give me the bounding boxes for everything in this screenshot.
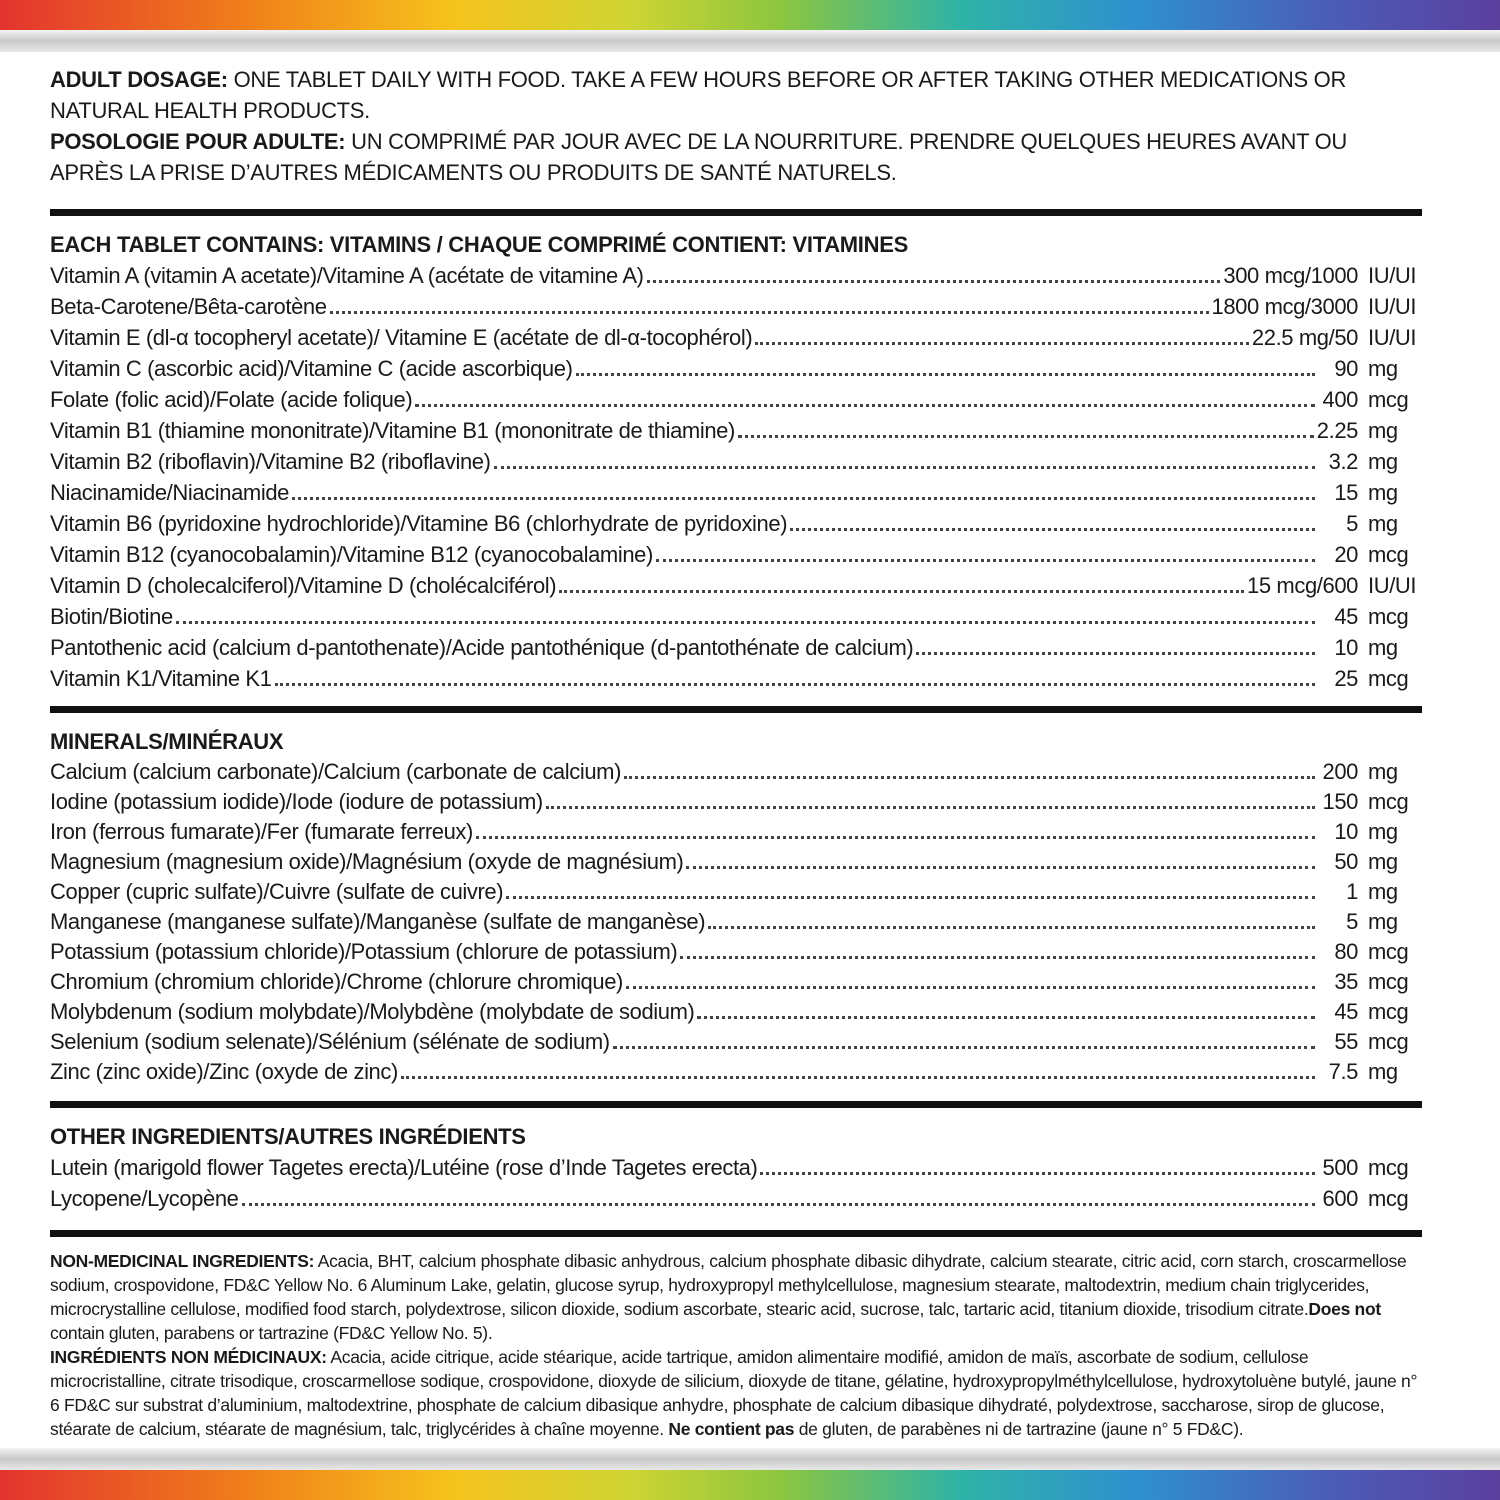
ingredient-unit: mcg [1368, 604, 1409, 629]
ingredient-name: Molybdenum (sodium molybdate)/Molybdène (molybdate de sodium) [50, 999, 695, 1024]
ingredient-amount: 25 [1334, 666, 1358, 691]
leader-dots [697, 1016, 1315, 1019]
ingredient-row [50, 446, 1422, 477]
leader-dots [760, 1172, 1315, 1175]
ingredient-amount: 5 [1346, 909, 1358, 934]
leader-dots [624, 776, 1315, 779]
ingredient-name: Potassium (potassium chloride)/Potassium (chlorure de potassium) [50, 939, 678, 964]
leader-dots [708, 926, 1315, 929]
ingredient-name: Vitamin C (ascorbic acid)/Vitamine C (acide ascorbique) [50, 356, 573, 381]
ingredient-unit: mg [1368, 449, 1398, 474]
ingredient-row [50, 997, 1422, 1027]
section-divider [50, 209, 1422, 216]
ingredient-unit: mcg [1368, 969, 1409, 994]
leader-dots [647, 280, 1221, 283]
dosage-fr [50, 126, 1422, 188]
leader-dots [242, 1203, 1315, 1206]
leader-dots [576, 373, 1315, 376]
section-divider [50, 1230, 1422, 1237]
ingredient-row [50, 847, 1422, 877]
silver-band-bottom [0, 1448, 1500, 1470]
ingredient-amount: 200 [1322, 759, 1358, 784]
leader-dots [292, 497, 1315, 500]
ingredient-name: Zinc (zinc oxide)/Zinc (oxyde de zinc) [50, 1059, 398, 1084]
non-medicinal-fr-label: INGRÉDIENTS NON MÉDICINAUX: [50, 1347, 327, 1367]
ingredient-unit: mcg [1368, 789, 1409, 814]
ingredient-unit: mg [1368, 1059, 1398, 1084]
silver-band-top [0, 30, 1500, 52]
ingredient-unit: mg [1368, 635, 1398, 660]
ingredient-amount: 55 [1334, 1029, 1358, 1054]
ingredient-name: Vitamin B2 (riboflavin)/Vitamine B2 (riboflavine) [50, 449, 491, 474]
ingredient-unit: mcg [1368, 1186, 1409, 1211]
non-medicinal-fr-bold: Ne contient pas [668, 1419, 795, 1439]
ingredient-name: Vitamin K1/Vitamine K1 [50, 666, 272, 691]
ingredient-row [50, 907, 1422, 937]
ingredient-unit: mg [1368, 879, 1398, 904]
ingredient-name: Lutein (marigold flower Tagetes erecta)/Lutéine (rose d’Inde Tagetes erecta) [50, 1155, 758, 1180]
leader-dots [613, 1046, 1315, 1049]
ingredient-name: Niacinamide/Niacinamide [50, 480, 290, 505]
ingredient-unit: mcg [1368, 387, 1409, 412]
ingredient-amount: 1800 mcg/3000 [1211, 294, 1358, 319]
vitamins-heading: EACH TABLET CONTAINS: VITAMINS / CHAQUE COMPRIMÉ CONTIENT: VITAMINES [50, 232, 908, 257]
ingredient-name: Biotin/Biotine [50, 604, 173, 629]
ingredient-amount: 50 [1334, 849, 1358, 874]
ingredient-amount: 80 [1334, 939, 1358, 964]
ingredient-row [50, 1183, 1422, 1214]
ingredient-row [50, 570, 1422, 601]
rainbow-band-bottom [0, 1470, 1500, 1500]
ingredient-amount: 2.25 [1316, 418, 1358, 443]
ingredient-amount: 90 [1334, 356, 1358, 381]
label-content [50, 64, 1422, 1441]
ingredient-unit: mg [1368, 356, 1398, 381]
ingredient-name: Beta-Carotene/Bêta-carotène [50, 294, 327, 319]
ingredient-unit: mg [1368, 418, 1398, 443]
minerals-list [50, 757, 1422, 1087]
ingredient-unit: mg [1368, 819, 1398, 844]
ingredient-amount: 15 [1334, 480, 1358, 505]
ingredient-row [50, 1152, 1422, 1183]
ingredient-amount: 45 [1334, 999, 1358, 1024]
ingredient-name: Pantothenic acid (calcium d-pantothenate)/Acide pantothénique (d-pantothénate de calcium) [50, 635, 914, 660]
leader-dots [415, 404, 1315, 407]
ingredient-unit: mcg [1368, 939, 1409, 964]
leader-dots [559, 590, 1244, 593]
ingredient-amount: 400 [1322, 387, 1358, 412]
dosage-fr-label: POSOLOGIE POUR ADULTE: [50, 129, 346, 154]
non-medicinal-fr-tail: de gluten, de parabènes ni de tartrazine (jaune n° 5 FD&C). [794, 1419, 1244, 1439]
ingredient-amount: 20 [1334, 542, 1358, 567]
ingredient-row [50, 353, 1422, 384]
leader-dots [176, 621, 1315, 624]
non-medicinal-en [50, 1249, 1422, 1345]
ingredient-amount: 22.5 mg/50 [1251, 325, 1358, 350]
leader-dots [275, 683, 1315, 686]
ingredient-amount: 7.5 [1328, 1059, 1358, 1084]
ingredient-row [50, 877, 1422, 907]
ingredient-name: Magnesium (magnesium oxide)/Magnésium (oxyde de magnésium) [50, 849, 684, 874]
non-medicinal-en-text: Acacia, BHT, calcium phosphate dibasic anhydrous, calcium phosphate dibasic dihydrate, calcium stearate, citric acid, corn starch, croscarmellose sodium, crospovidone, FD&C Yellow No. 6 Aluminum Lake, gelatin, glucose syrup, hydroxypropyl methylcellulose, magnesium stearate, maltodextrin, medium chain triglycerides, microcrystalline cellulose, modified food starch, polydextrose, silicon dioxide, sodium ascorbate, stearic acid, sucrose, talc, tartaric acid, titanium dioxide, trisodium citrate. [50, 1251, 1407, 1319]
ingredient-name: Iron (ferrous fumarate)/Fer (fumarate ferreux) [50, 819, 473, 844]
ingredient-row [50, 967, 1422, 997]
ingredient-unit: mcg [1368, 542, 1409, 567]
leader-dots [330, 311, 1209, 314]
ingredient-name: Vitamin B1 (thiamine mononitrate)/Vitamine B1 (mononitrate de thiamine) [50, 418, 735, 443]
ingredient-row [50, 1027, 1422, 1057]
dosage-fr-text: UN COMPRIMÉ PAR JOUR AVEC DE LA NOURRITURE. PRENDRE QUELQUES HEURES AVANT OU APRÈS LA PRISE D’AUTRES MÉDICAMENTS OU PRODUITS DE SANTÉ NATURELS. [50, 129, 1348, 185]
leader-dots [738, 435, 1314, 438]
dosage-block [50, 64, 1422, 188]
ingredient-unit: mg [1368, 480, 1398, 505]
ingredient-row [50, 601, 1422, 632]
rainbow-band-top [0, 0, 1500, 30]
section-divider [50, 1101, 1422, 1108]
leader-dots [506, 896, 1315, 899]
minerals-heading: MINERALS/MINÉRAUX [50, 729, 284, 754]
ingredient-amount: 35 [1334, 969, 1358, 994]
ingredient-unit: mcg [1368, 999, 1409, 1024]
ingredient-row [50, 260, 1422, 291]
leader-dots [626, 986, 1315, 989]
non-medicinal-fr [50, 1345, 1422, 1441]
non-medicinal-en-label: NON-MEDICINAL INGREDIENTS: [50, 1251, 315, 1271]
leader-dots [916, 652, 1315, 655]
ingredient-unit: mg [1368, 511, 1398, 536]
vitamins-list [50, 260, 1422, 694]
leader-dots [476, 836, 1315, 839]
ingredient-row [50, 477, 1422, 508]
leader-dots [680, 956, 1315, 959]
section-divider [50, 706, 1422, 713]
leader-dots [494, 466, 1315, 469]
ingredient-unit: mg [1368, 759, 1398, 784]
dosage-en-label: ADULT DOSAGE: [50, 67, 228, 92]
ingredient-amount: 5 [1346, 511, 1358, 536]
ingredient-row [50, 757, 1422, 787]
leader-dots [686, 866, 1315, 869]
leader-dots [656, 559, 1315, 562]
ingredient-row [50, 539, 1422, 570]
ingredient-row [50, 415, 1422, 446]
non-medicinal-fr-text: Acacia, acide citrique, acide stéarique, acide tartrique, amidon alimentaire modifié, amidon de maïs, ascorbate de sodium, cellulose microcristalline, citrate trisodique, croscarmellose sodique, crospovidone, dioxyde de silicium, dioxyde de titane, gélatine, hydroxypropylméthylcellulose, hydroxytoluène butylé, jaune n° 6 FD&C sur substrat d’aluminium, maltodextrine, phosphate de calcium dibasique anhydre, phosphate de calcium dibasique dihydraté, polydextrose, saccharose, sirop de glucose, stéarate de calcium, stéarate de magnésium, talc, triglycérides à chaîne moyenne. [50, 1347, 1418, 1439]
ingredient-name: Vitamin D (cholecalciferol)/Vitamine D (cholécalciférol) [50, 573, 557, 598]
ingredient-amount: 15 mcg/600 [1247, 573, 1358, 598]
non-medicinal-en-tail: contain gluten, parabens or tartrazine (FD&C Yellow No. 5). [50, 1323, 493, 1343]
ingredient-name: Copper (cupric sulfate)/Cuivre (sulfate de cuivre) [50, 879, 504, 904]
ingredient-name: Vitamin B12 (cyanocobalamin)/Vitamine B12 (cyanocobalamine) [50, 542, 653, 567]
ingredient-row [50, 817, 1422, 847]
ingredient-row [50, 384, 1422, 415]
dosage-en-text: ONE TABLET DAILY WITH FOOD. TAKE A FEW HOURS BEFORE OR AFTER TAKING OTHER MEDICATIONS OR NATURAL HEALTH PRODUCTS. [50, 67, 1347, 123]
ingredient-amount: 10 [1334, 819, 1358, 844]
non-medicinal-block [50, 1249, 1422, 1441]
ingredient-amount: 600 [1322, 1186, 1358, 1211]
ingredient-row [50, 1057, 1422, 1087]
ingredient-unit: mcg [1368, 666, 1409, 691]
ingredient-row [50, 508, 1422, 539]
ingredient-unit: IU/UI [1368, 573, 1417, 598]
ingredient-unit: IU/UI [1368, 325, 1417, 350]
dosage-en [50, 64, 1422, 126]
ingredient-name: Chromium (chromium chloride)/Chrome (chlorure chromique) [50, 969, 623, 994]
leader-dots [790, 528, 1315, 531]
ingredient-amount: 300 mcg/1000 [1223, 263, 1358, 288]
ingredient-name: Manganese (manganese sulfate)/Manganèse (sulfate de manganèse) [50, 909, 706, 934]
leader-dots [546, 806, 1315, 809]
ingredient-name: Lycopene/Lycopène [50, 1186, 239, 1211]
ingredient-name: Calcium (calcium carbonate)/Calcium (carbonate de calcium) [50, 759, 622, 784]
ingredient-unit: IU/UI [1368, 263, 1417, 288]
ingredient-name: Vitamin A (vitamin A acetate)/Vitamine A (acétate de vitamine A) [50, 263, 644, 288]
ingredient-name: Iodine (potassium iodide)/Iode (iodure de potassium) [50, 789, 543, 814]
ingredient-row [50, 663, 1422, 694]
ingredient-row [50, 632, 1422, 663]
ingredient-row [50, 322, 1422, 353]
ingredient-amount: 3.2 [1328, 449, 1358, 474]
ingredient-name: Folate (folic acid)/Folate (acide folique) [50, 387, 413, 412]
ingredient-name: Vitamin B6 (pyridoxine hydrochloride)/Vitamine B6 (chlorhydrate de pyridoxine) [50, 511, 788, 536]
ingredient-amount: 1 [1346, 879, 1358, 904]
ingredient-unit: mg [1368, 909, 1398, 934]
ingredient-unit: mg [1368, 849, 1398, 874]
non-medicinal-en-bold: Does not [1308, 1299, 1381, 1319]
ingredient-unit: mcg [1368, 1029, 1409, 1054]
ingredient-row [50, 787, 1422, 817]
ingredient-amount: 45 [1334, 604, 1358, 629]
other-ingredients-list [50, 1152, 1422, 1214]
ingredient-amount: 10 [1334, 635, 1358, 660]
leader-dots [401, 1076, 1315, 1079]
ingredient-unit: mcg [1368, 1155, 1409, 1180]
ingredient-name: Vitamin E (dl-α tocopheryl acetate)/ Vitamine E (acétate de dl-α-tocophérol) [50, 325, 753, 350]
other-heading: OTHER INGREDIENTS/AUTRES INGRÉDIENTS [50, 1124, 526, 1149]
ingredient-unit: IU/UI [1368, 294, 1417, 319]
ingredient-amount: 150 [1322, 789, 1358, 814]
leader-dots [755, 342, 1249, 345]
ingredient-amount: 500 [1322, 1155, 1358, 1180]
ingredient-row [50, 937, 1422, 967]
ingredient-row [50, 291, 1422, 322]
ingredient-name: Selenium (sodium selenate)/Sélénium (sélénate de sodium) [50, 1029, 610, 1054]
